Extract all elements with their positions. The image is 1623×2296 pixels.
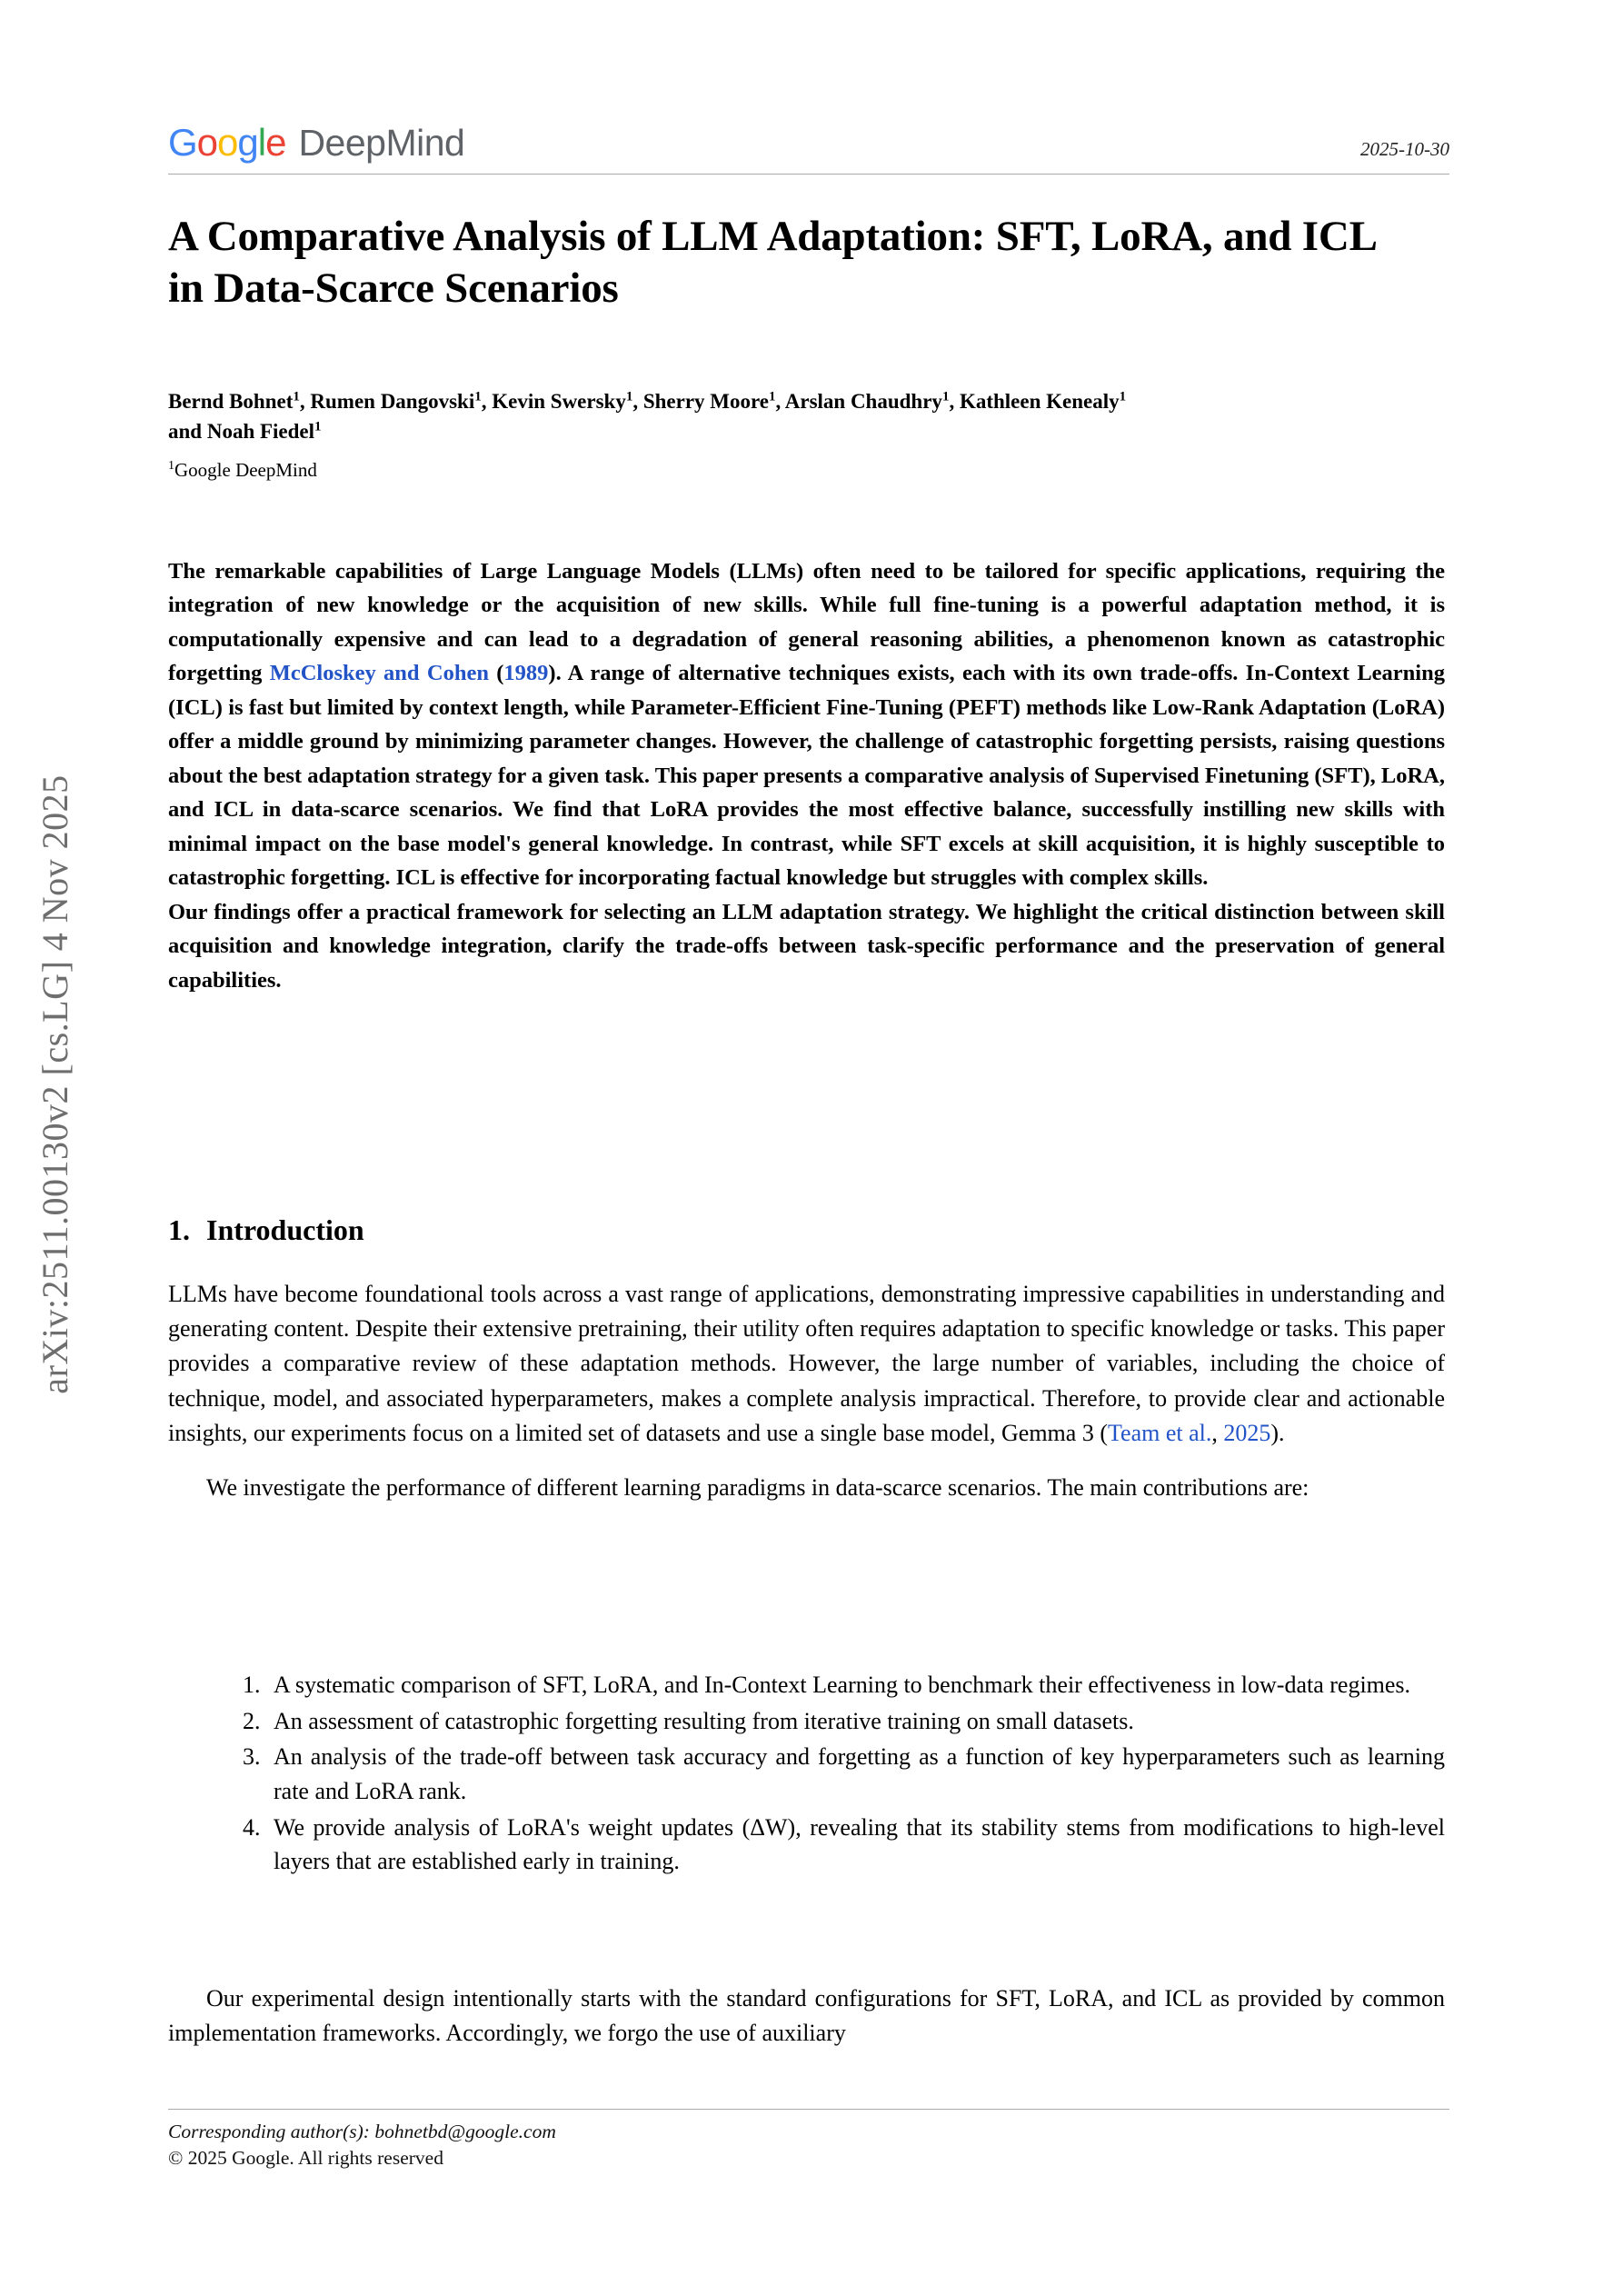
intro-paragraph-2: We investigate the performance of different learning paradigms in data-scarce scenarios. The main contributions are: <box>206 1474 1309 1502</box>
list-item: 4. We provide analysis of LoRA's weight updates (ΔW), revealing that its stability stems from modifications to high-level layers that are established early in training. <box>266 1811 1445 1879</box>
list-item: 2. An assessment of catastrophic forgetting resulting from iterative training on small datasets. <box>266 1704 1445 1739</box>
header-date: 2025-10-30 <box>1360 138 1449 160</box>
google-wordmark: Google <box>168 121 286 164</box>
paper-page <box>159 0 1459 2296</box>
intro-p1-comma: , <box>1211 1419 1224 1446</box>
abstract-p1-text-c: ). A range of alternative techniques exists, each with its own trade-offs. In-Context Learning (ICL) is fast but limited by context length, while Parameter-Efficient Fine-Tuning (PEFT) methods like Low-Rank Adaptation (LoRA) offer a middle ground by minimizing parameter changes. However, the challenge of catastrophic forgetting persists, raising questions about the best adaptation strategy for a given task. This paper presents a comparative analysis of Supervised Finetuning (SFT), LoRA, and ICL in data-scarce scenarios. We find that LoRA provides the most effective balance, successfully instilling new skills with minimal impact on the base model's general knowledge. In contrast, while SFT excels at skill acquisition, it is highly susceptible to catastrophic forgetting. ICL is effective for incorporating factual knowledge but struggles with complex skills. <box>168 661 1445 891</box>
contributions-list <box>168 1668 1445 1881</box>
list-item: 1. A systematic comparison of SFT, LoRA, and In-Context Learning to benchmark their effectiveness in low-data regimes. <box>266 1668 1445 1702</box>
page-header <box>168 109 1449 175</box>
citation-year-2025[interactable]: 2025 <box>1223 1419 1271 1446</box>
abstract-paragraph-1 <box>168 554 1445 895</box>
arxiv-stamp <box>0 0 109 2296</box>
google-deepmind-logo <box>168 121 464 165</box>
citation-mccloskey-cohen[interactable]: McCloskey and Cohen <box>269 661 489 686</box>
intro-paragraph-3: Our experimental design intentionally starts with the standard configurations for SFT, LoRA, and ICL as provided by common implementation frameworks. Accordingly, we forgo the use of auxiliary <box>168 1985 1445 2047</box>
intro-p1-text-c: ). <box>1270 1419 1285 1446</box>
intro-p1-text-a: LLMs have become foundational tools across a vast range of applications, demonstrating impressive capabilities in understanding and generating content. Despite their extensive pretraining, their utility often requires adaptation to specific knowledge or tasks. This paper provides a comparative review of these adaptation methods. However, the large number of variables, including the choice of technique, model, and associated hyperparameters, makes a complete analysis impractical. Therefore, to provide clear and actionable insights, our experiments focus on a limited set of datasets and use a single base model, Gemma 3 ( <box>168 1281 1445 1446</box>
citation-year-1989[interactable]: 1989 <box>503 661 549 686</box>
intro-paragraph-1 <box>168 1277 1445 1451</box>
citation-team-et-al[interactable]: Team et al. <box>1107 1419 1212 1446</box>
section-heading-introduction <box>168 1213 364 1247</box>
corresponding-author: Corresponding author(s): bohnetbd@google.com <box>168 2121 556 2142</box>
abstract-p1-open-paren: ( <box>488 661 504 686</box>
arxiv-stamp-text: arXiv:2511.00130v2 [cs.LG] 4 Nov 2025 <box>34 774 75 1394</box>
abstract-paragraph-2: Our findings offer a practical framework for selecting an LLM adaptation strategy. We highlight the critical distinction between skill acquisition and knowledge integration, clarify the trade-offs between task-specific performance and the preservation of general capabilities. <box>168 899 1445 993</box>
affiliation: $^1$Google DeepMind <box>168 459 317 481</box>
abstract-p1-text-a: The remarkable capabilities of Large Language Models (LLMs) often need to be tailored for specific applications, requiring the integration of new knowledge or the acquisition of new skills. While full fine-tuning is a powerful adaptation method, it is computationally expensive and can lead to a degradation of general reasoning abilities, a phenomenon known as catastrophic forgetting <box>168 559 1445 686</box>
deepmind-wordmark: DeepMind <box>298 122 465 164</box>
page-title: A Comparative Analysis of LLM Adaptation: SFT, LoRA, and ICL in Data-Scarce Scenarios <box>168 213 1376 313</box>
section-number: 1. <box>168 1213 190 1246</box>
page-footer <box>168 2109 1449 2170</box>
author-list: Bernd Bohnet$^1$, Rumen Dangovski$^1$, Kevin Swersky$^1$, Sherry Moore$^1$, Arslan Chaudhry$^1$, Kathleen Kenealy$^1$ and Noah Fiedel$^1$ <box>168 389 1127 444</box>
list-item: 3. An analysis of the trade-off between task accuracy and forgetting as a function of key hyperparameters such as learning rate and LoRA rank. <box>266 1740 1445 1808</box>
abstract <box>168 554 1445 997</box>
section-title: Introduction <box>206 1213 364 1246</box>
introduction-body <box>168 1277 1445 1505</box>
copyright-notice: © 2025 Google. All rights reserved <box>168 2147 443 2169</box>
